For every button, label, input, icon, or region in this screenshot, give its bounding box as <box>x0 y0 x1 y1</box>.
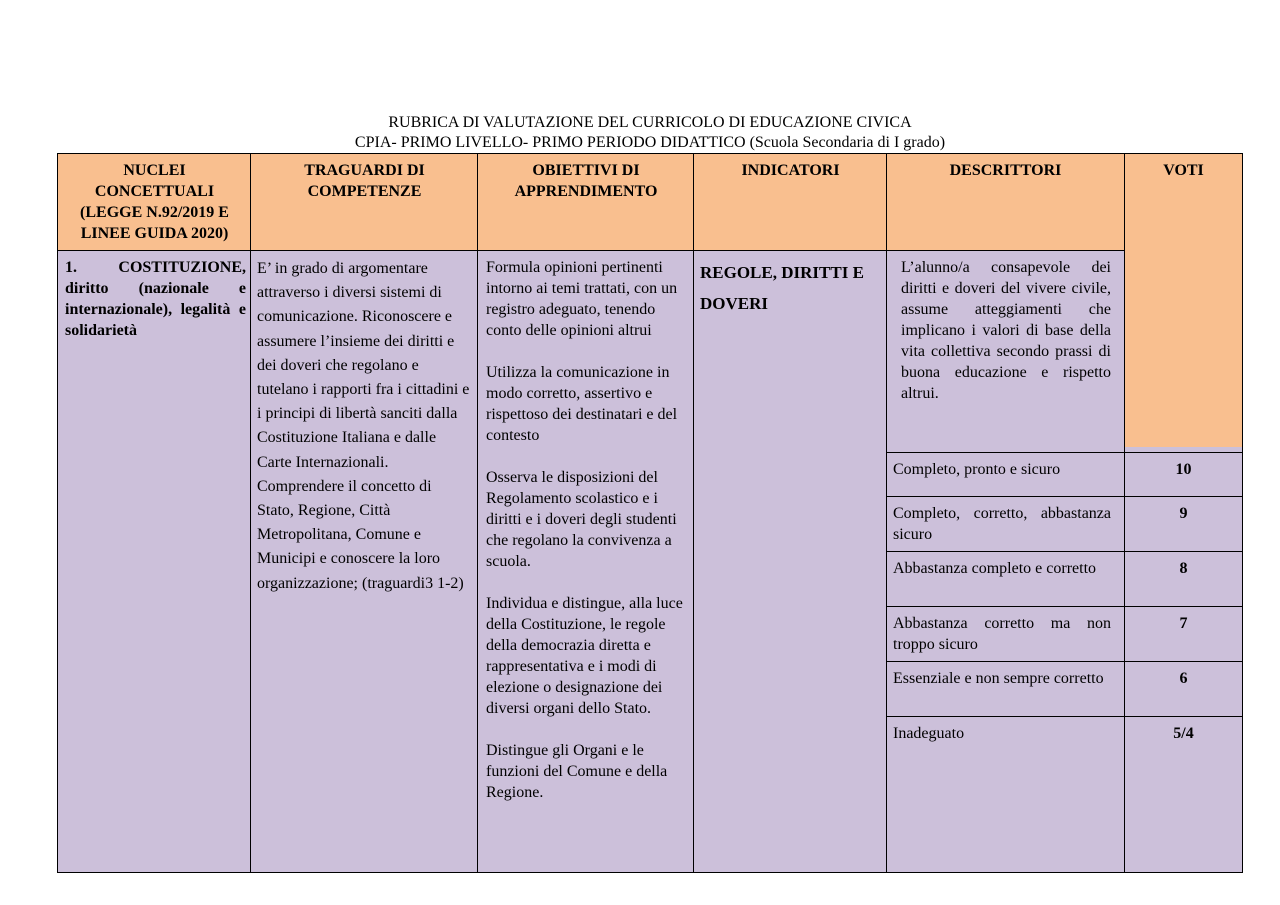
table-border <box>57 872 1243 873</box>
traguardi-cell: E’ in grado di argomentare attraverso i diversi sistemi di comunicazione. Riconoscere e assumere l’insieme dei diritti e dei doveri che regolano e tutelano i rapporti fra i cittadini e i principi di libertà sanciti dalla Costituzione Italiana e dalle Carte Internazionali. Comprendere il concetto di Stato, Regione, Città Metropolitana, Comune e Municipi e conoscere la loro organizzazione; (traguardi3 1-2) <box>251 250 478 872</box>
level-descrittore-7: Abbastanza corretto ma non troppo sicuro <box>887 606 1124 661</box>
obiettivo-item: Distingue gli Organi e le funzioni del Comune e della Regione. <box>486 742 668 801</box>
table-border <box>886 496 1243 497</box>
table-border <box>886 661 1243 662</box>
table-border <box>1124 153 1125 873</box>
header-traguardi: TRAGUARDI DI COMPETENZE <box>251 154 478 250</box>
level-voto-9: 9 <box>1124 496 1243 551</box>
indicatore-cell: REGOLE, DIRITTI E DOVERI <box>694 250 887 872</box>
table-border <box>57 153 58 873</box>
level-descrittore-6: Essenziale e non sempre corretto <box>887 661 1124 716</box>
level-voto-5-4: 5/4 <box>1124 716 1243 872</box>
level-descrittore-9: Completo, corretto, abbastanza sicuro <box>887 496 1124 551</box>
table-border <box>886 153 887 873</box>
descrittore-generale-cell: L’alunno/a consapevole dei diritti e doveri del vivere civile, assume atteggiamenti che implicano i valori di base della vita collettiva secondo prassi di buona educazione e rispetto altrui. <box>887 250 1124 452</box>
header-nuclei: NUCLEI CONCETTUALI (LEGGE N.92/2019 E LINEE GUIDA 2020) <box>58 154 251 250</box>
level-voto-8: 8 <box>1124 551 1243 606</box>
table-border <box>693 153 694 873</box>
table-border <box>886 716 1243 717</box>
header-indicatori: INDICATORI <box>694 154 887 250</box>
obiettivo-item: Osserva le disposizioni del Regolamento scolastico e i diritti e i doveri degli studenti che regolano la convivenza a scuola. <box>486 469 677 570</box>
table-border <box>477 153 478 873</box>
obiettivo-item: Formula opinioni pertinenti intorno ai temi trattati, con un registro adeguato, tenendo conto delle opinioni altrui <box>486 259 678 339</box>
level-voto-6: 6 <box>1124 661 1243 716</box>
level-descrittore-8: Abbastanza completo e corretto <box>887 551 1124 606</box>
table-border <box>250 153 251 873</box>
obiettivo-item: Utilizza la comunicazione in modo corretto, assertivo e rispettoso dei destinatari e del contesto <box>486 364 678 444</box>
table-border <box>57 153 1243 154</box>
header-obiettivi: OBIETTIVI DI APPRENDIMENTO <box>478 154 694 250</box>
level-voto-10: 10 <box>1124 452 1243 496</box>
table-border <box>1242 153 1243 873</box>
level-descrittore-10: Completo, pronto e sicuro <box>887 452 1124 496</box>
table-border <box>57 250 1125 251</box>
table-border <box>886 452 1243 453</box>
obiettivi-cell <box>478 250 694 872</box>
table-border <box>886 606 1243 607</box>
obiettivo-item: Individua e distingue, alla luce della Costituzione, le regole della democrazia diretta e rappresentativa e i modi di elezione o designazione dei diversi organi dello Stato. <box>486 595 683 717</box>
header-descrittori: DESCRITTORI <box>887 154 1124 250</box>
document-subtitle: CPIA- PRIMO LIVELLO- PRIMO PERIODO DIDATTICO (Scuola Secondaria di I grado) <box>354 134 946 151</box>
table-border <box>886 551 1243 552</box>
nucleo-cell: 1. COSTITUZIONE, diritto (nazionale e internazionale), legalità e solidarietà <box>58 250 251 872</box>
level-voto-7: 7 <box>1124 606 1243 661</box>
level-descrittore-5-4: Inadeguato <box>887 716 1124 872</box>
header-voti: VOTI <box>1124 154 1243 447</box>
document-title: RUBRICA DI VALUTAZIONE DEL CURRICOLO DI EDUCAZIONE CIVICA <box>388 114 912 131</box>
